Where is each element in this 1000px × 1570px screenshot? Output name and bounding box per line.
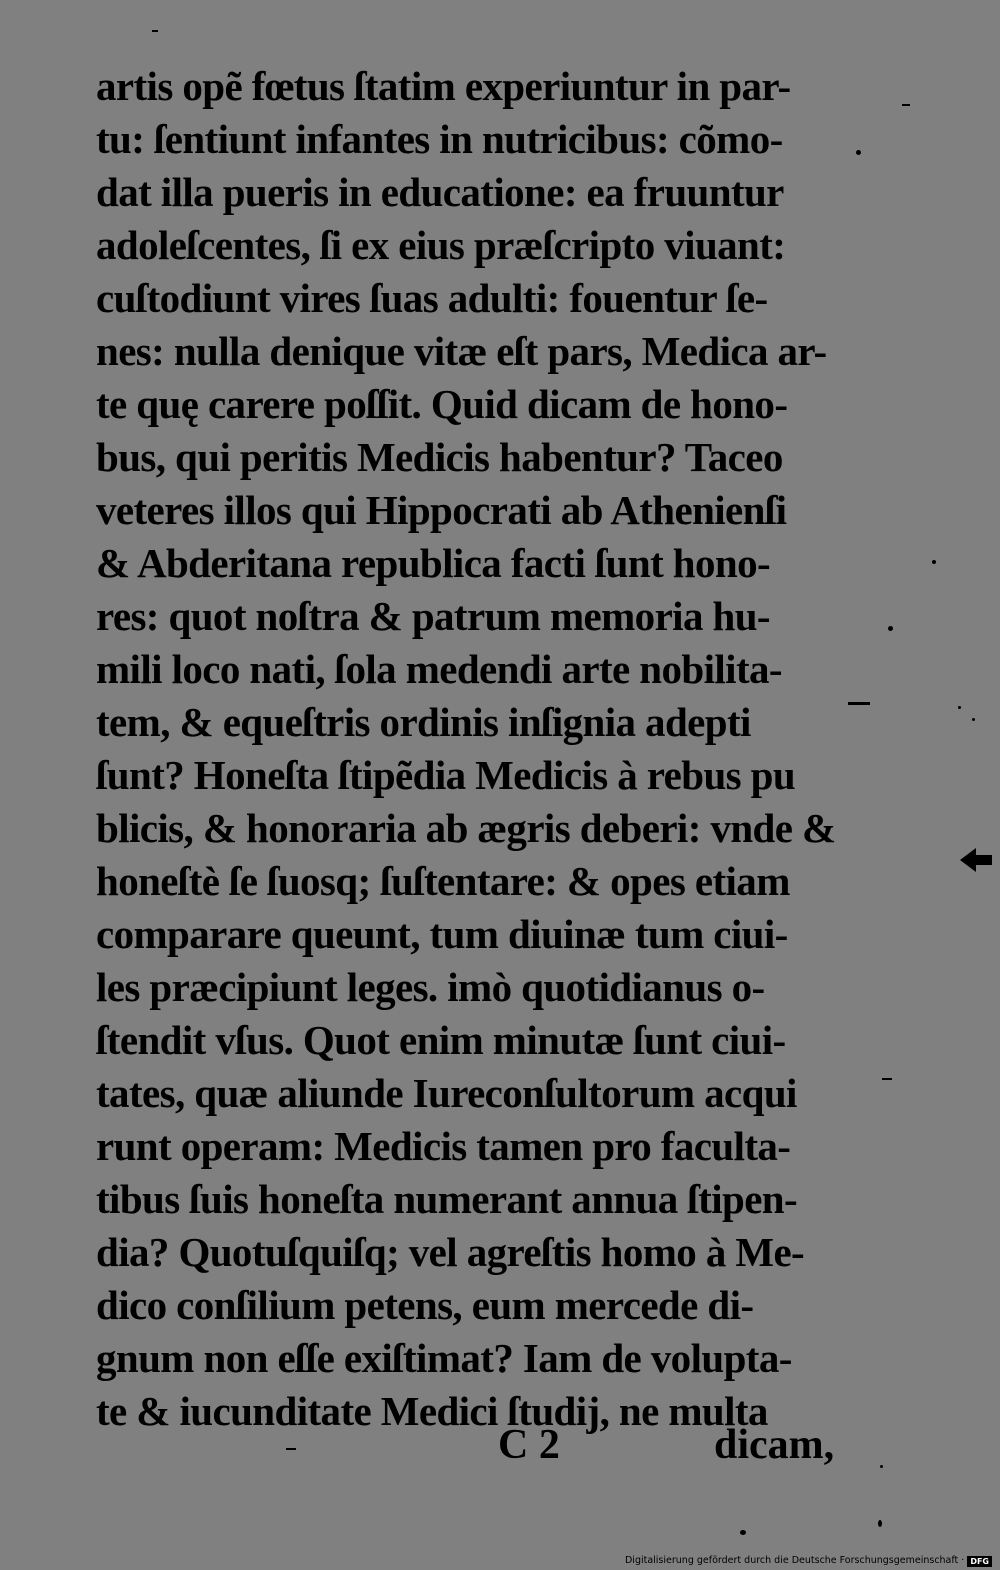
scan-dash — [882, 1078, 892, 1080]
text-line-14: ſunt? Honeſta ſtipẽdia Medicis à rebus pu — [96, 752, 796, 798]
text-line-19: ſtendit vſus. Quot enim minutæ ſunt ciui- — [96, 1017, 786, 1063]
page-text — [96, 60, 836, 1438]
scan-speck — [972, 718, 975, 721]
text-line-17: comparare queunt, tum diuinæ tum ciui- — [96, 911, 788, 957]
scan-dash — [152, 30, 158, 32]
dfg-logo: DFG — [967, 1556, 992, 1567]
text-line-16: honeſtè ſe ſuosq; ſuſtentare: & opes etiam — [96, 858, 790, 904]
text-line-25: gnum non eſſe exiſtimat? Iam de volupta- — [96, 1335, 792, 1381]
text-line-7: te quę carere poſſit. Quid dicam de hono- — [96, 381, 788, 427]
text-line-2: tu: ſentiunt infantes in nutricibus: cõmo- — [96, 116, 783, 162]
text-line-21: runt operam: Medicis tamen pro faculta- — [96, 1123, 791, 1169]
margin-arrow-icon — [958, 842, 998, 878]
scan-speck — [958, 706, 961, 709]
text-line-23: dia? Quotuſquiſq; vel agreſtis homo à Me- — [96, 1229, 805, 1275]
catchword: dicam, — [714, 1422, 835, 1468]
footer-credit — [625, 1554, 992, 1568]
scan-dash — [902, 104, 910, 106]
text-line-10: & Abderitana republica facti ſunt hono- — [96, 540, 771, 586]
footer-credit-text: Digitalisierung gefördert durch die Deutsche Forschungsgemeinschaft · — [624, 1555, 965, 1566]
scan-speck — [878, 1520, 882, 1527]
text-line-22: tibus ſuis honeſta numerant annua ſtipen- — [96, 1176, 798, 1222]
scan-speck — [932, 560, 936, 564]
text-line-24: dico conſilium petens, eum mercede di- — [96, 1282, 754, 1328]
text-line-4: adoleſcentes, ſi ex eius præſcripto viuant: — [96, 222, 786, 268]
text-line-20: tates, quæ aliunde Iureconſultorum acqui — [96, 1070, 797, 1116]
scan-speck — [880, 1465, 883, 1468]
scan-dash — [848, 702, 870, 705]
text-line-12: mili loco nati, ſola medendi arte nobilita- — [96, 646, 782, 692]
scan-speck — [856, 150, 861, 155]
text-line-3: dat illa pueris in educatione: ea fruuntur — [96, 169, 784, 215]
scan-speck — [888, 626, 893, 631]
text-line-6: nes: nulla denique vitæ eſt pars, Medica ar- — [96, 328, 827, 374]
scan-dash — [286, 1448, 296, 1450]
scan-speck — [740, 1530, 746, 1535]
text-line-15: blicis, & honoraria ab ægris deberi: vnde & — [96, 805, 836, 851]
text-line-26: te & iucunditate Medici ſtudij, ne multa — [96, 1388, 768, 1434]
text-line-11: res: quot noſtra & patrum memoria hu- — [96, 593, 770, 639]
text-line-5: cuſtodiunt vires ſuas adulti: fouentur ſe- — [96, 275, 768, 321]
text-line-18: les præcipiunt leges. imò quotidianus o- — [96, 964, 765, 1010]
text-line-9: veteres illos qui Hippocrati ab Athenienſi — [96, 487, 787, 533]
text-line-13: tem, & equeſtris ordinis inſignia adepti — [96, 699, 751, 745]
text-line-8: bus, qui peritis Medicis habentur? Taceo — [96, 434, 783, 480]
text-line-1: artis opẽ fœtus ſtatim experiuntur in par- — [96, 63, 791, 109]
signature-mark: C 2 — [498, 1422, 560, 1468]
